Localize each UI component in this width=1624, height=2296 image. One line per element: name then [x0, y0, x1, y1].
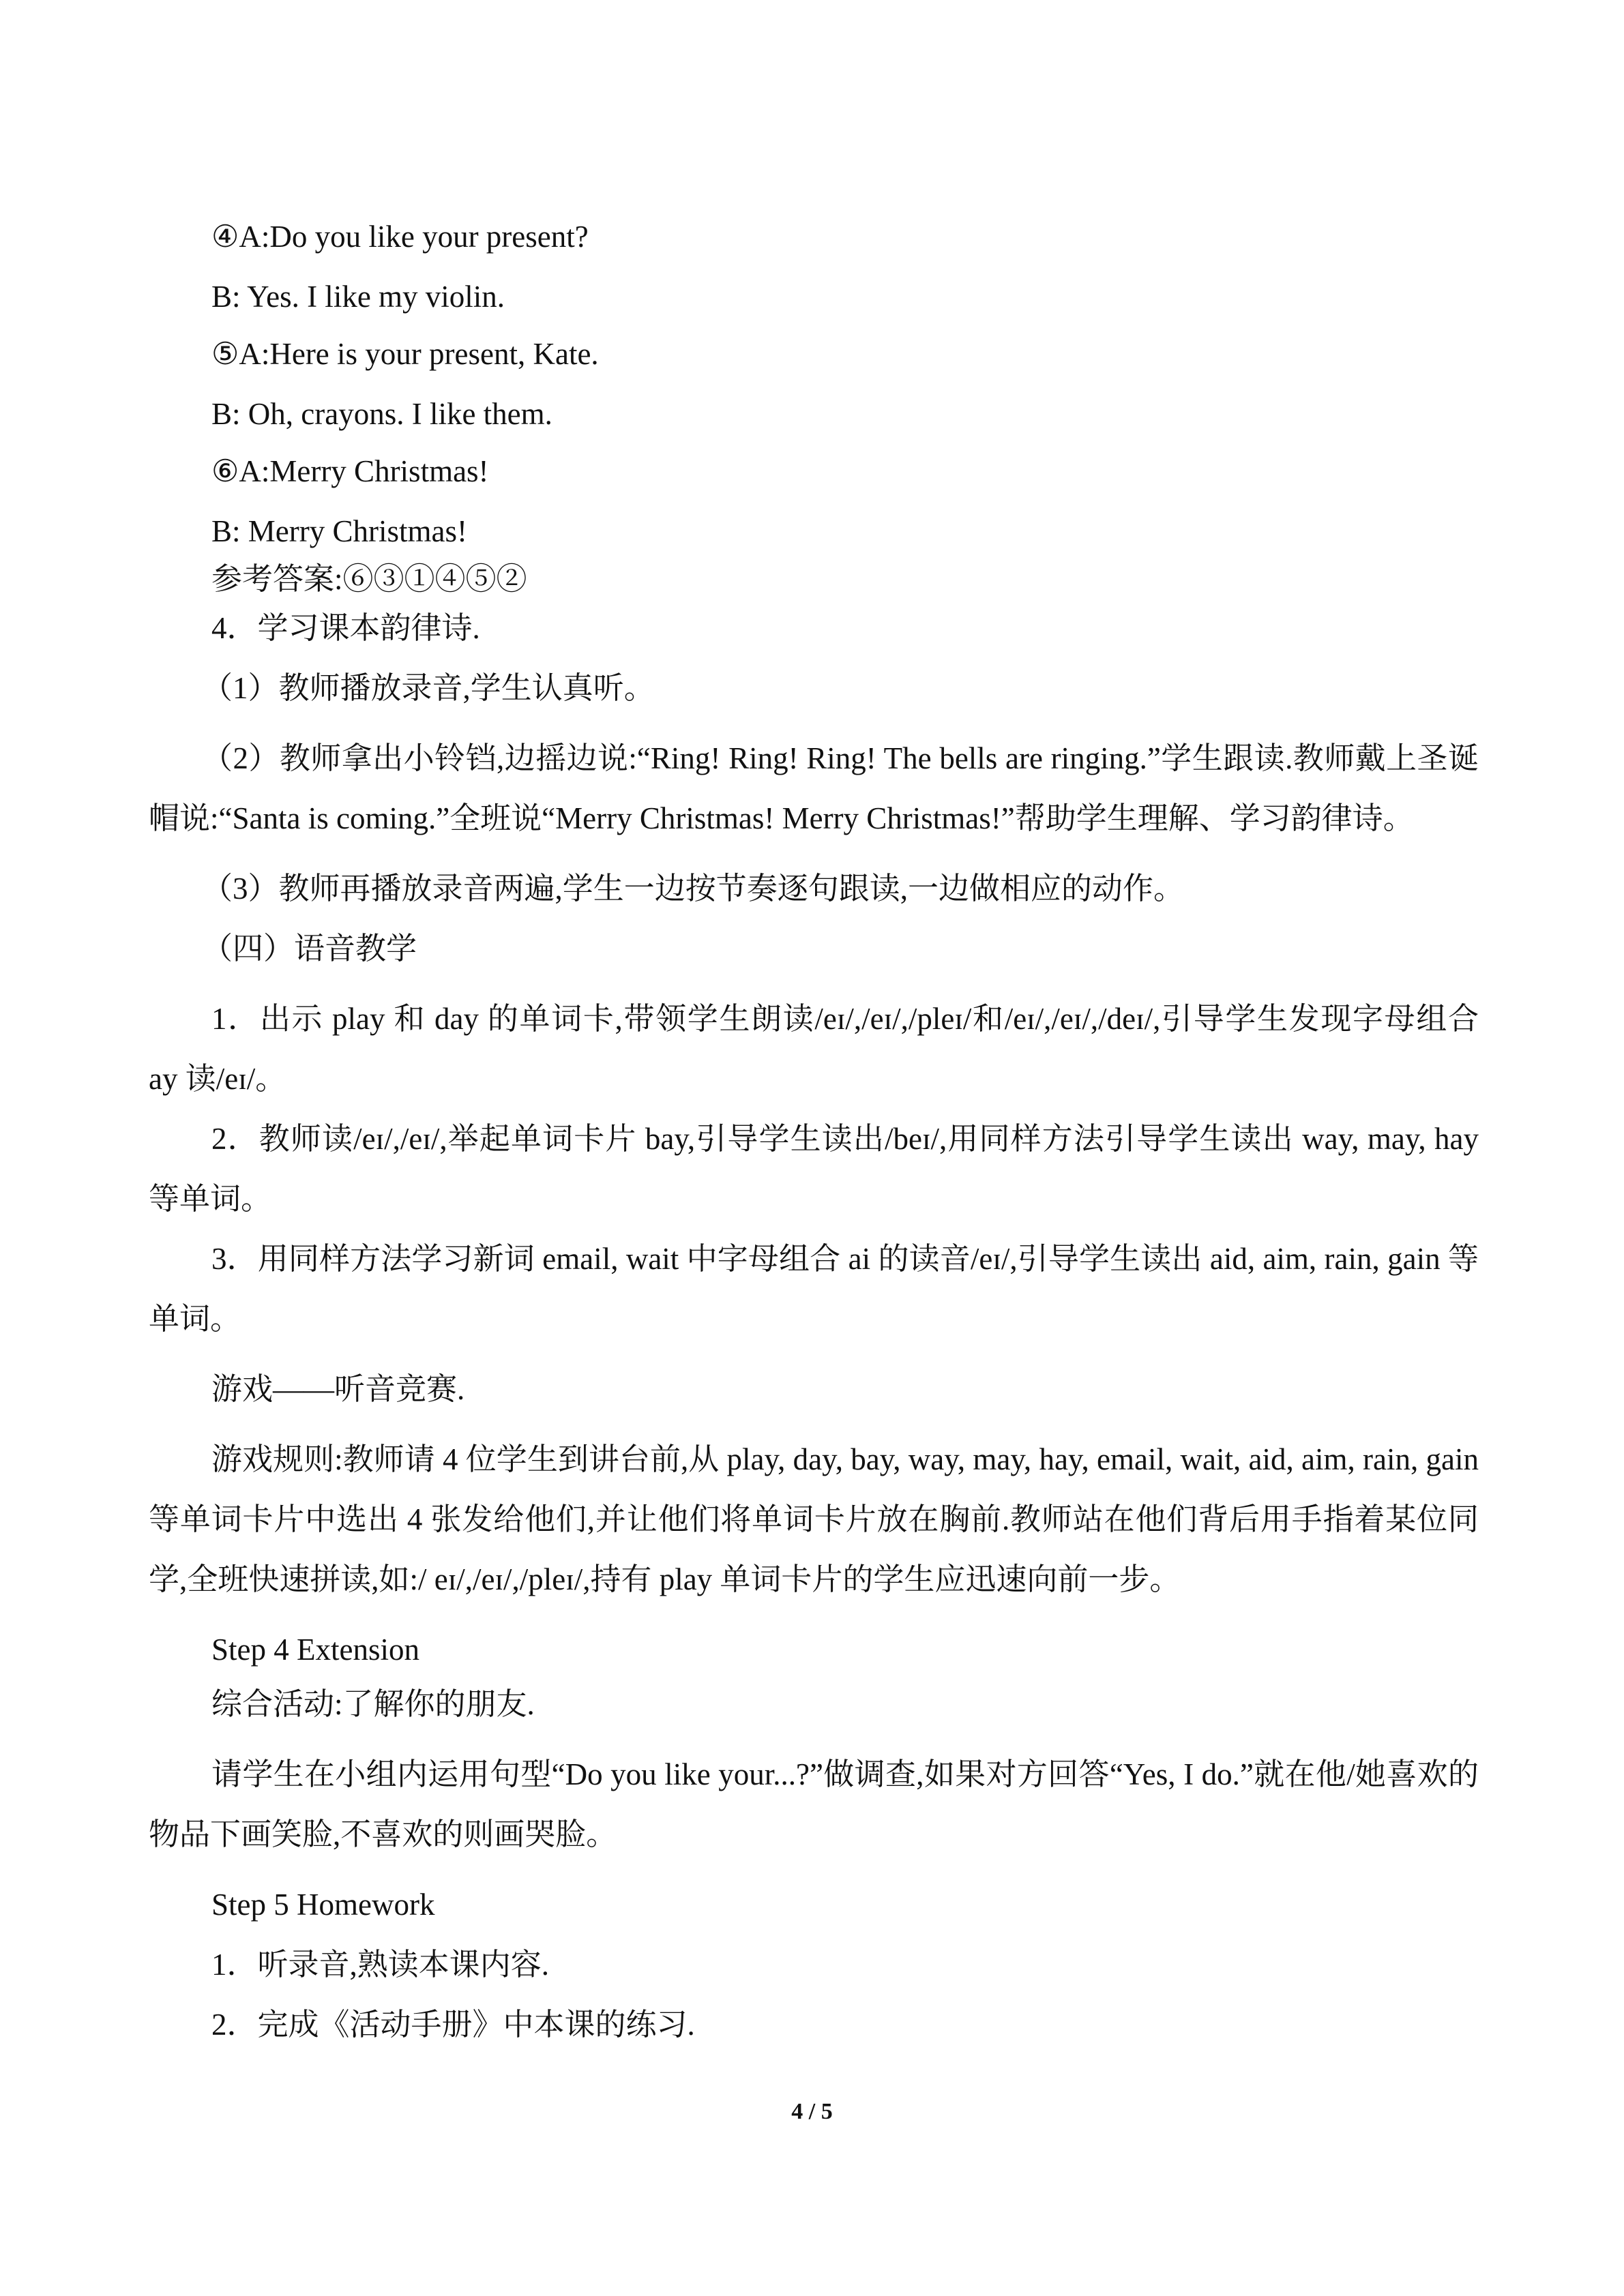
extension-instruction: 请学生在小组内运用句型“Do you like your...?”做调查,如果对方回答“Yes, I do.”就在他/她喜欢的物品下画笑脸,不喜欢的则画哭脸。: [149, 1757, 1479, 1851]
phonics-item-3: 3．用同样方法学习新词 email, wait 中字母组合 ai 的读音/eɪ/,引导学生读出 aid, aim, rain, gain 等单词。: [149, 1242, 1479, 1336]
page-body: [149, 217, 1479, 2044]
phonics-item-1: 1．出示 play 和 day 的单词卡,带领学生朗读/eɪ/,/eɪ/,/pleɪ/和/eɪ/,/eɪ/,/deɪ/,引导学生发现字母组合 ay 读/eɪ/。: [149, 1002, 1479, 1096]
dialogue-line-4a: ④A:Do you like your present?: [211, 220, 589, 254]
step-4-heading: Step 4 Extension: [211, 1632, 419, 1667]
dialogue-line-6a: ⑥A:Merry Christmas!: [211, 454, 489, 488]
step-heading-4: 4．学习课本韵律诗.: [211, 611, 480, 645]
homework-item-2: 2．完成《活动手册》中本课的练习.: [211, 2008, 695, 2042]
reference-answer: 参考答案:⑥③①④⑤②: [211, 562, 527, 596]
dialogue-line-6b: B: Merry Christmas!: [211, 514, 467, 548]
dialogue-line-5a: ⑤A:Here is your present, Kate.: [211, 337, 599, 371]
step-5-heading: Step 5 Homework: [211, 1888, 435, 1922]
paragraph-rhyme-1: （1）教师播放录音,学生认真听。: [202, 671, 655, 705]
game-title: 游戏——听音竞赛.: [211, 1372, 465, 1406]
extension-activity: 综合活动:了解你的朋友.: [211, 1687, 535, 1721]
paragraph-rhyme-2: （2）教师拿出小铃铛,边摇边说:“Ring! Ring! Ring! The bells are ringing.”学生跟读.教师戴上圣诞帽说:“Santa is coming.”全班说“Merry Christmas! Merry Christmas!”帮助学生理解、学习韵律诗。: [149, 741, 1479, 835]
dialogue-line-4b: B: Yes. I like my violin.: [211, 280, 505, 314]
dialogue-line-5b: B: Oh, crayons. I like them.: [211, 397, 552, 431]
paragraph-rhyme-3: （3）教师再播放录音两遍,学生一边按节奏逐句跟读,一边做相应的动作。: [202, 871, 1185, 906]
game-rules: 游戏规则:教师请 4 位学生到讲台前,从 play, day, bay, way, may, hay, email, wait, aid, aim, rain, gain 等单词卡片中选出 4 张发给他们,并让他们将单词卡片放在胸前.教师站在他们背后用手指着某位同学,全班快速拼读,如:/ eɪ/,/eɪ/,/pleɪ/,持有 play 单词卡片的学生应迅速向前一步。: [149, 1442, 1479, 1596]
page-number: 4 / 5: [791, 2099, 833, 2124]
section-heading-phonics: （四）语音教学: [202, 931, 417, 966]
phonics-item-2: 2．教师读/eɪ/,/eɪ/,举起单词卡片 bay,引导学生读出/beɪ/,用同样方法引导学生读出 way, may, hay 等单词。: [149, 1122, 1479, 1216]
homework-item-1: 1．听录音,熟读本课内容.: [211, 1948, 550, 1982]
